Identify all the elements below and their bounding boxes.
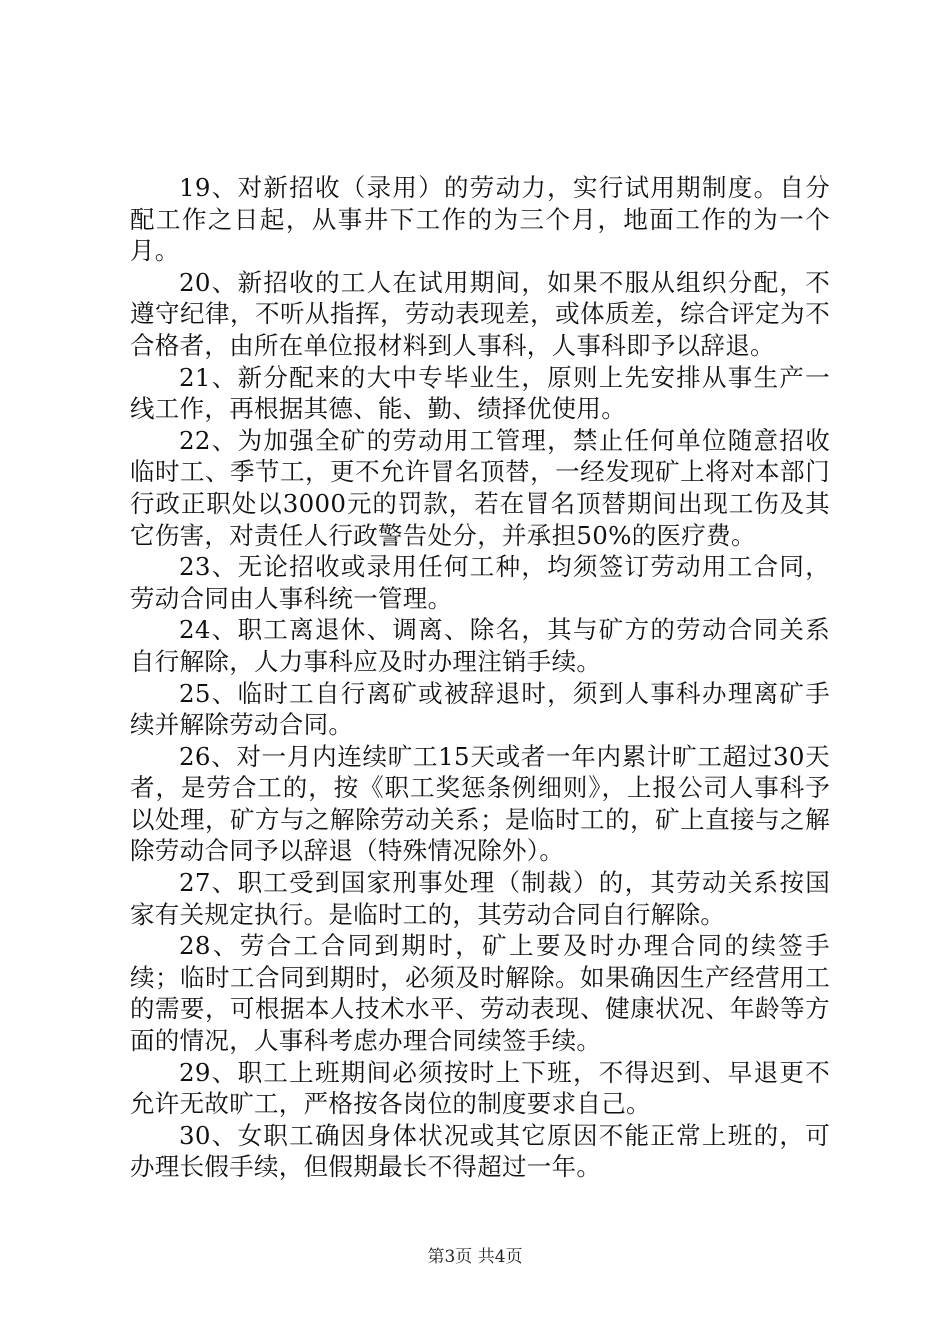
paragraph-25: 25、临时工自行离矿或被辞退时，须到人事科办理离矿手续并解除劳动合同。 <box>130 678 830 740</box>
paragraph-26: 26、对一月内连续旷工15天或者一年内累计旷工超过30天者，是劳合工的，按《职工奖惩条例细则》，上报公司人事科予以处理，矿方与之解除劳动关系；是临时工的，矿上直接与之解除劳动合同予以辞退（特殊情况除外）。 <box>130 741 830 866</box>
paragraph-27: 27、职工受到国家刑事处理（制裁）的，其劳动关系按国家有关规定执行。是临时工的，其劳动合同自行解除。 <box>130 868 830 929</box>
paragraph-30: 30、女职工确因身体状况或其它原因不能正常上班的，可办理长假手续，但假期最长不得超过一年。 <box>130 1120 830 1182</box>
page-number-footer: 第3页 共4页 <box>427 1247 523 1267</box>
paragraph-23: 23、无论招收或录用任何工种，均须签订劳动用工合同，劳动合同由人事科统一管理。 <box>130 552 830 613</box>
paragraph-22: 22、为加强全矿的劳动用工管理，禁止任何单位随意招收临时工、季节工，更不允许冒名顶替，一经发现矿上将对本部门行政正职处以3000元的罚款，若在冒名顶替期间出现工伤及其它伤害，对责任人行政警告处分，并承担50%的医疗费。 <box>130 425 830 550</box>
paragraph-19: 19、对新招收（录用）的劳动力，实行试用期制度。自分配工作之日起，从事井下工作的为三个月，地面工作的为一个月。 <box>130 173 830 266</box>
paragraph-20: 20、新招收的工人在试用期间，如果不服从组织分配，不遵守纪律，不听从指挥，劳动表现差，或体质差，综合评定为不合格者，由所在单位报材料到人事科，人事科即予以辞退。 <box>130 267 830 360</box>
paragraph-21: 21、新分配来的大中专毕业生，原则上先安排从事生产一线工作，再根据其德、能、勤、绩择优使用。 <box>130 362 830 424</box>
paragraph-28: 28、劳合工合同到期时，矿上要及时办理合同的续签手续；临时工合同到期时，必须及时解除。如果确因生产经营用工的需要，可根据本人技术水平、劳动表现、健康状况、年龄等方面的情况，人事科考虑办理合同续签手续。 <box>130 931 830 1056</box>
paragraph-29: 29、职工上班期间必须按时上下班，不得迟到、早退更不允许无故旷工，严格按各岗位的制度要求自己。 <box>130 1057 830 1119</box>
document-body <box>130 172 830 1183</box>
paragraph-24: 24、职工离退休、调离、除名，其与矿方的劳动合同关系自行解除，人力事科应及时办理注销手续。 <box>130 615 830 676</box>
